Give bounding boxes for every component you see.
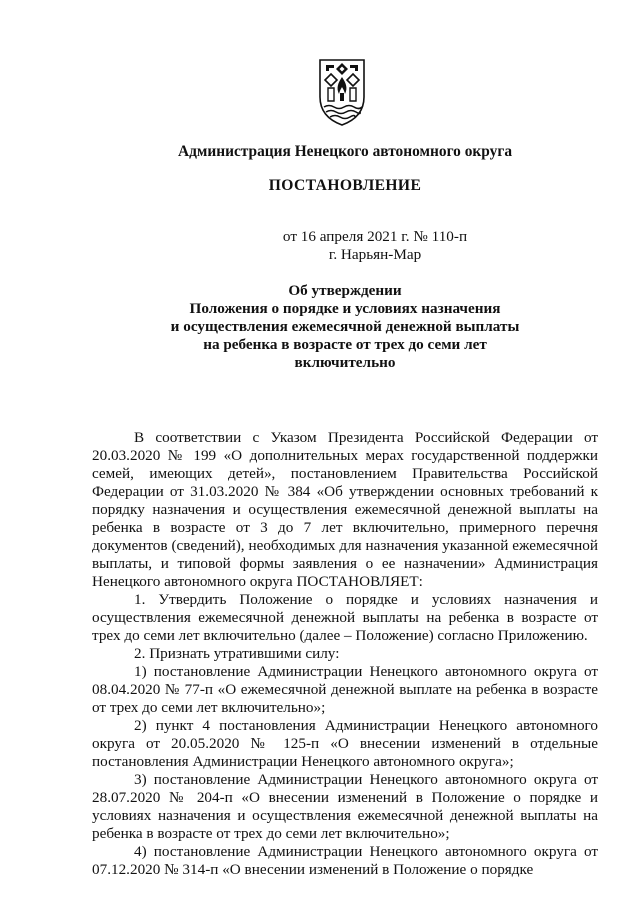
title-line: на ребенка в возрасте от трех до семи лет xyxy=(203,336,487,353)
body-subitem-2: 2) пункт 4 постановления Администрации Ненецкого автономного округа от 20.05.2020 № 125-п «О внесении изменений в отдельные постановления Администрации Ненецкого автономного округа»; xyxy=(92,717,598,770)
body-subitem-4: 4) постановление Администрации Ненецкого автономного округа от 07.12.2020 № 314-п «О внесении изменений в Положение о порядке xyxy=(92,843,598,878)
body-subitem-3: 3) постановление Администрации Ненецкого автономного округа от 28.07.2020 № 204-п «О внесении изменений в Положение о порядке и условиях назначения и осуществления ежемесячной денежной выплаты на ребенка в возрасте от трех до семи лет включительно»; xyxy=(92,771,598,842)
title-line: включительно xyxy=(294,354,396,371)
title-line: Об утверждении xyxy=(288,282,402,299)
document-type: ПОСТАНОВЛЕНИЕ xyxy=(268,177,422,194)
document-body xyxy=(92,429,598,879)
body-paragraph-preamble: В соответствии с Указом Президента Российской Федерации от 20.03.2020 № 199 «О дополнительных мерах государственной поддержки семей, имеющих детей», постановлением Правительства Российской Федерации от 31.03.2020 № 384 «Об утверждении основных требований к порядку назначения и осуществления ежемесячной денежной выплаты на ребенка в возрасте от 3 до 7 лет включительно, примерного перечня документов (сведений), необходимых для назначения указанной ежемесячной выплаты, и типовой формы заявления о ее назначении» Администрация Ненецкого автономного округа ПОСТАНОВЛЯЕТ: xyxy=(92,429,598,590)
title-line: и осуществления ежемесячной денежной выплаты xyxy=(170,318,520,335)
coat-of-arms-icon xyxy=(317,57,367,127)
body-subitem-1: 1) постановление Администрации Ненецкого автономного округа от 08.04.2020 № 77-п «О ежемесячной денежной выплате на ребенка в возрасте от трех до семи лет включительно»; xyxy=(92,663,598,716)
title-line: Положения о порядке и условиях назначения xyxy=(189,300,501,317)
organization-name: Администрация Ненецкого автономного округа xyxy=(177,143,513,160)
body-paragraph-item-1: 1. Утвердить Положение о порядке и условиях назначения и осуществления ежемесячной денежной выплаты на ребенка в возрасте от трех до семи лет включительно (далее – Положение) согласно Приложению. xyxy=(92,591,598,644)
document-title xyxy=(90,282,600,372)
document-date-number: от 16 апреля 2021 г. № 110-п xyxy=(282,228,468,245)
body-paragraph-item-2: 2. Признать утратившими силу: xyxy=(134,645,340,662)
document-city: г. Нарьян-Мар xyxy=(328,246,422,263)
